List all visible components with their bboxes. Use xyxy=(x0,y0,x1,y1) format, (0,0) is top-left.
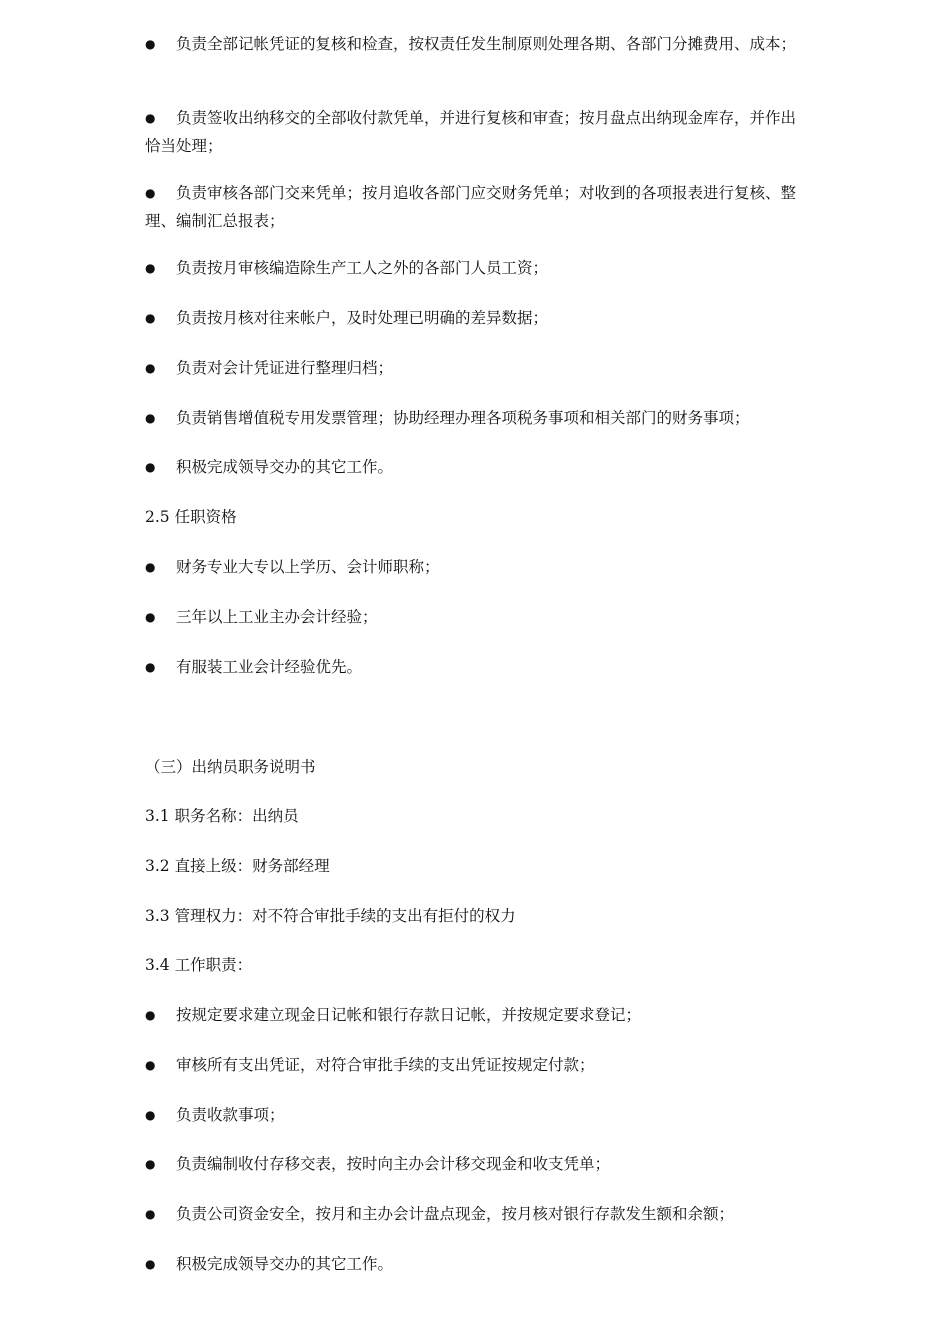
bullet-icon xyxy=(145,655,176,680)
bullet-icon xyxy=(145,406,176,431)
duty-item xyxy=(145,1053,810,1078)
duty-text: 负责编制收付存移交表，按时向主办会计移交现金和收支凭单； xyxy=(176,1155,611,1173)
duty-text: 负责按月审核编造除生产工人之外的各部门人员工资； xyxy=(176,259,549,277)
bullet-icon xyxy=(145,306,176,331)
position-name: 3.1 职务名称：出纳员 xyxy=(145,807,299,825)
duty-text: 积极完成领导交办的其它工作。 xyxy=(176,1255,394,1273)
direct-supervisor: 3.2 直接上级：财务部经理 xyxy=(145,857,330,875)
qualification-item xyxy=(145,655,810,680)
bullet-icon xyxy=(145,1003,176,1028)
duty-item xyxy=(145,1252,810,1277)
duty-item xyxy=(145,1103,810,1128)
duty-text: 负责按月核对往来帐户，及时处理已明确的差异数据； xyxy=(176,309,549,327)
duty-item xyxy=(145,306,810,331)
duty-text: 负责签收出纳移交的全部收付款凭单，并进行复核和审查；按月盘点出纳现金库存，并作出恰当处理； xyxy=(145,109,797,155)
qualification-text: 财务专业大专以上学历、会计师职称； xyxy=(176,558,440,576)
duty-text: 积极完成领导交办的其它工作。 xyxy=(176,458,394,476)
duty-item xyxy=(145,180,810,235)
section-title: （三）出纳员职务说明书 xyxy=(145,758,316,776)
duty-item xyxy=(145,1003,810,1028)
duty-text: 审核所有支出凭证，对符合审批手续的支出凭证按规定付款； xyxy=(176,1056,595,1074)
bullet-icon xyxy=(145,105,176,133)
bullet-icon xyxy=(145,180,176,208)
duty-text: 负责审核各部门交来凭单；按月追收各部门应交财务凭单；对收到的各项报表进行复核、整理、编制汇总报表； xyxy=(145,184,797,230)
duty-text: 负责全部记帐凭证的复核和检查，按权责任发生制原则处理各期、各部门分摊费用、成本； xyxy=(176,35,797,53)
duties-heading: 3.4 工作职责： xyxy=(145,956,253,974)
duty-text: 负责公司资金安全，按月和主办会计盘点现金，按月核对银行存款发生额和余额； xyxy=(176,1205,735,1223)
management-authority: 3.3 管理权力：对不符合审批手续的支出有拒付的权力 xyxy=(145,907,516,925)
bullet-icon xyxy=(145,1152,176,1177)
bullet-icon xyxy=(145,356,176,381)
qualification-heading: 2.5 任职资格 xyxy=(145,508,237,526)
bullet-icon xyxy=(145,1202,176,1227)
duty-item xyxy=(145,455,810,480)
duty-text: 负责收款事项； xyxy=(176,1106,285,1124)
bullet-icon xyxy=(145,605,176,630)
bullet-icon xyxy=(145,555,176,580)
bullet-icon xyxy=(145,455,176,480)
bullet-icon xyxy=(145,31,176,59)
qualification-text: 三年以上工业主办会计经验； xyxy=(176,608,378,626)
qualification-item xyxy=(145,605,810,630)
bullet-icon xyxy=(145,1053,176,1078)
duty-text: 负责销售增值税专用发票管理；协助经理办理各项税务事项和相关部门的财务事项； xyxy=(176,409,750,427)
duty-text: 负责对会计凭证进行整理归档； xyxy=(176,359,394,377)
duty-item xyxy=(145,406,810,431)
duty-text: 按规定要求建立现金日记帐和银行存款日记帐，并按规定要求登记； xyxy=(176,1006,642,1024)
bullet-icon xyxy=(145,1252,176,1277)
duty-item xyxy=(145,1152,810,1177)
duty-item xyxy=(145,105,810,160)
bullet-icon xyxy=(145,1103,176,1128)
qualification-item xyxy=(145,555,810,580)
duty-item xyxy=(145,356,810,381)
duty-item xyxy=(145,256,810,281)
duty-item xyxy=(145,1202,810,1227)
qualification-text: 有服装工业会计经验优先。 xyxy=(176,658,363,676)
duty-item xyxy=(145,31,810,59)
bullet-icon xyxy=(145,256,176,281)
